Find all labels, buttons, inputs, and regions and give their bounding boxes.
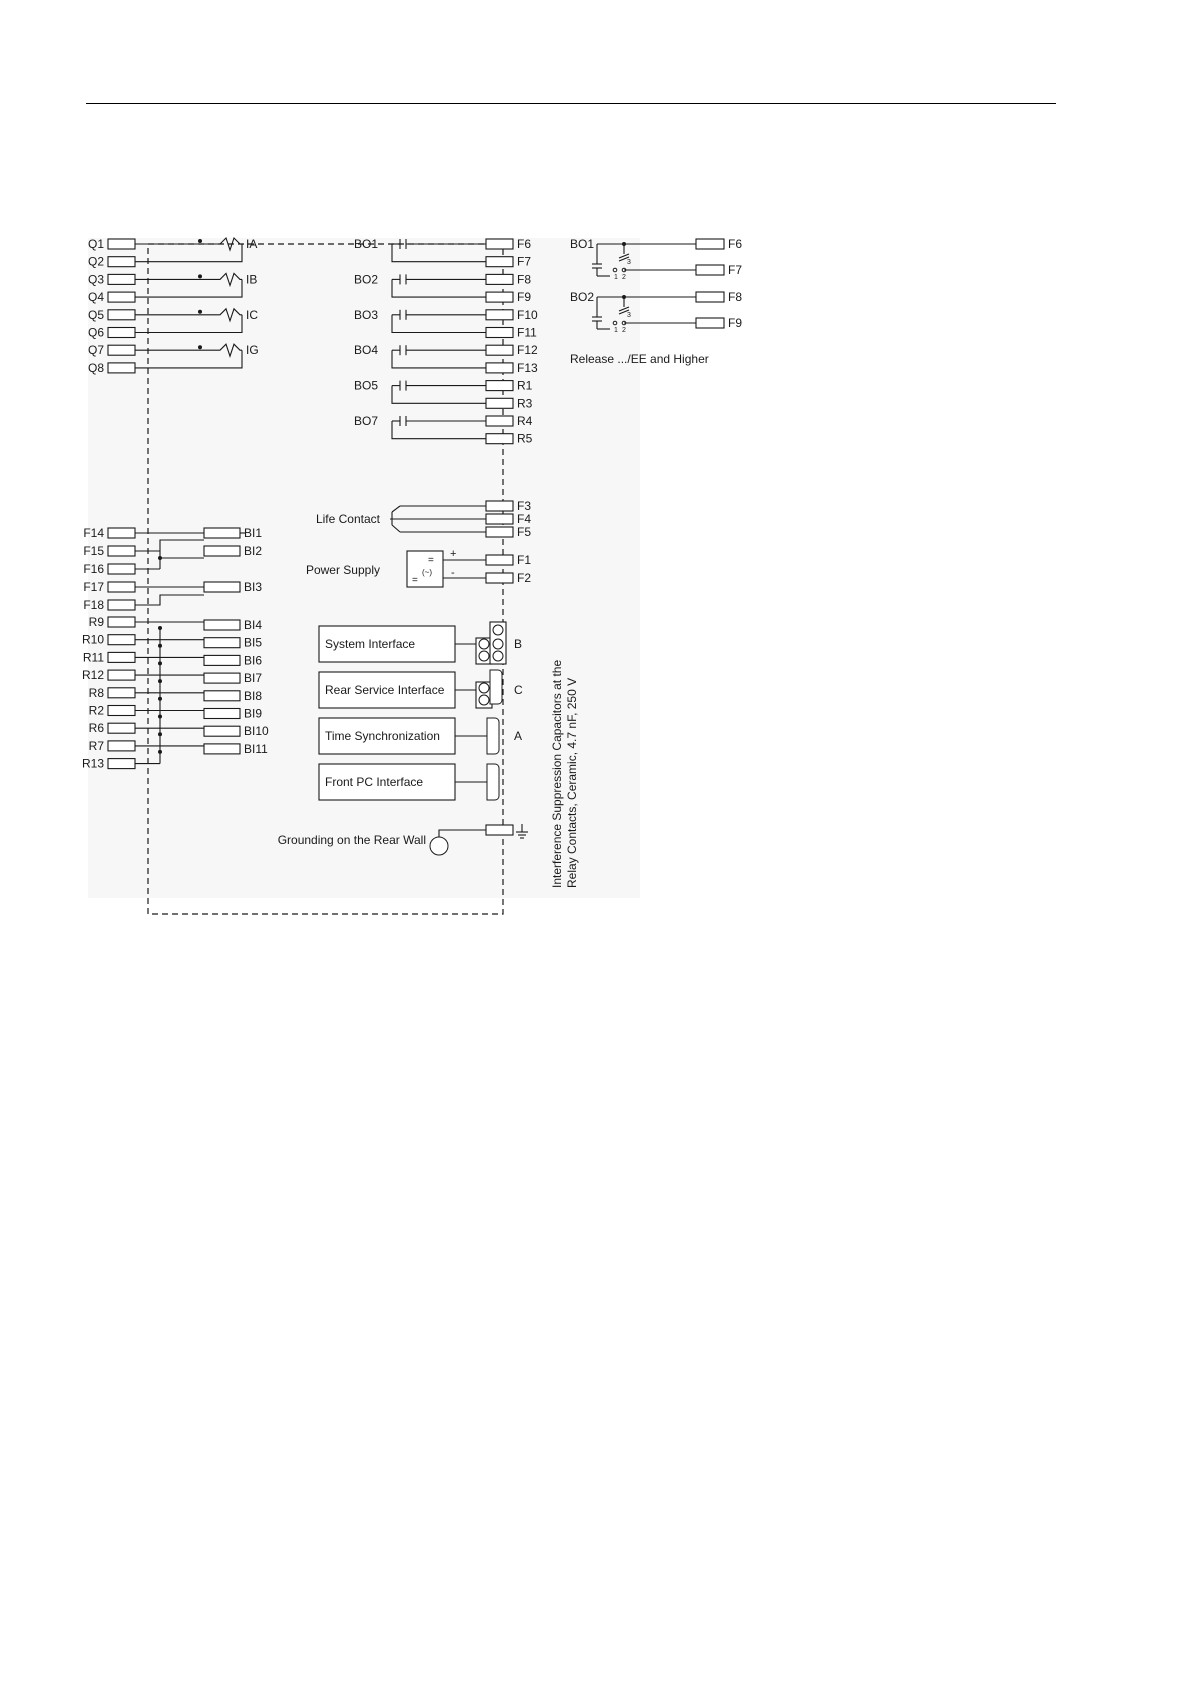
terminal-label: Q3 (87, 272, 104, 287)
terminal-block (108, 670, 135, 680)
terminal-block (108, 274, 135, 284)
binary-input-optocoupler-icon (204, 744, 240, 754)
terminal-block (696, 318, 724, 328)
jumper-pin-number: 3 (627, 312, 631, 319)
polarity-dot (198, 239, 202, 243)
junction-dot (158, 750, 162, 754)
binary-output-label: BO2 (353, 272, 378, 287)
terminal-label: F13 (517, 360, 538, 375)
junction-dot (158, 626, 162, 630)
terminal-block (108, 546, 135, 556)
terminal-block (108, 345, 135, 355)
terminal-label: Q6 (87, 325, 104, 340)
terminal-block (696, 239, 724, 249)
terminal-block (486, 345, 513, 355)
binary-input-label: BI2 (244, 544, 263, 558)
terminal-label: F8 (517, 272, 532, 287)
terminal-block (108, 257, 135, 267)
terminal-label: F16 (83, 562, 104, 576)
jumper-pin-number: 2 (622, 327, 626, 334)
terminal-label: F7 (517, 254, 532, 269)
life-contact-label: Life Contact (315, 512, 380, 526)
binary-input-optocoupler-icon (204, 691, 240, 701)
binary-input-optocoupler-icon (204, 655, 240, 665)
binary-output-label: BO7 (353, 414, 378, 428)
binary-input-optocoupler-icon (204, 709, 240, 719)
terminal-label: Q7 (87, 343, 104, 358)
terminal-block (108, 239, 135, 249)
terminal-block (108, 363, 135, 373)
binary-input-label: BI5 (244, 635, 263, 650)
jumper-pin-number: 3 (627, 259, 631, 266)
terminal-block (486, 292, 513, 302)
current-input-label: IG (246, 343, 259, 358)
terminal-block (486, 239, 513, 249)
junction-dot (158, 679, 162, 683)
terminal-label: Q4 (87, 290, 104, 305)
terminal-label: F6 (728, 237, 743, 251)
connection-diagram-figure (80, 237, 743, 918)
ground-icon (430, 837, 448, 855)
terminal-block (486, 310, 513, 320)
vertical-note-line: Interference Suppression Capacitors at the (550, 659, 564, 888)
release-output-label: BO2 (570, 290, 595, 304)
terminal-label: F1 (517, 553, 532, 567)
terminal-block (108, 528, 135, 538)
terminal-label: F10 (517, 307, 538, 322)
current-input-label: IB (246, 272, 258, 287)
polarity-dot (198, 274, 202, 278)
binary-input-label: BI6 (244, 653, 263, 668)
terminal-label: R2 (88, 703, 104, 718)
port-label: B (514, 637, 523, 651)
terminal-label: F5 (517, 525, 532, 539)
terminal-block (108, 582, 135, 592)
terminal-block (108, 723, 135, 733)
terminal-label: Q8 (87, 360, 104, 375)
terminal-block (696, 292, 724, 302)
terminal-label: R9 (88, 615, 104, 629)
current-input-label: IC (246, 307, 258, 322)
terminal-label: Q1 (87, 237, 104, 251)
converter-symbol: = (412, 575, 418, 586)
connection-diagram (80, 237, 743, 918)
port-label: A (514, 729, 523, 743)
terminal-label: F17 (83, 580, 104, 594)
junction-dot (158, 697, 162, 701)
terminal-label: F6 (517, 237, 532, 251)
junction-dot (158, 715, 162, 719)
terminal-block (108, 688, 135, 698)
binary-output-label: BO3 (353, 307, 378, 322)
terminal-label: R13 (81, 756, 104, 771)
junction-dot (622, 295, 626, 299)
terminal-block (696, 265, 724, 275)
binary-input-label: BI8 (244, 688, 263, 703)
terminal-block (486, 381, 513, 391)
terminal-label: R1 (517, 378, 533, 393)
binary-input-optocoupler-icon (204, 638, 240, 648)
junction-dot (158, 556, 162, 560)
terminal-block (486, 434, 513, 444)
page-header-rule (86, 103, 1056, 104)
terminal-label: F15 (83, 544, 104, 558)
binary-input-label: BI9 (244, 706, 263, 721)
terminal-block (486, 527, 513, 537)
junction-dot (158, 644, 162, 648)
terminal-label: F9 (517, 290, 532, 305)
binary-output-label: BO5 (353, 378, 378, 393)
terminal-label: F18 (83, 598, 104, 612)
terminal-label: R6 (88, 721, 104, 736)
polarity-minus: - (451, 567, 455, 579)
terminal-label: Q5 (87, 307, 104, 322)
terminal-label: R7 (88, 738, 104, 753)
terminal-block (108, 617, 135, 627)
terminal-block (108, 759, 135, 769)
binary-input-optocoupler-icon (204, 673, 240, 683)
binary-input-optocoupler-icon (204, 528, 240, 538)
terminal-block (486, 514, 513, 524)
polarity-dot (198, 310, 202, 314)
binary-input-label: BI3 (244, 580, 263, 594)
binary-input-optocoupler-icon (204, 726, 240, 736)
terminal-block (486, 257, 513, 267)
jumper-pin-number: 1 (614, 327, 618, 334)
polarity-dot (198, 345, 202, 349)
terminal-label: R3 (517, 396, 533, 411)
terminal-block (486, 398, 513, 408)
binary-input-label: BI10 (244, 724, 269, 739)
terminal-block (108, 328, 135, 338)
terminal-label: F9 (728, 316, 743, 330)
terminal-label: Q2 (87, 254, 104, 269)
binary-input-label: BI4 (244, 618, 263, 632)
terminal-block (108, 310, 135, 320)
terminal-block (486, 555, 513, 565)
grounding-label: Grounding on the Rear Wall (277, 833, 426, 847)
terminal-block (486, 363, 513, 373)
terminal-block (486, 573, 513, 583)
terminal-block (486, 328, 513, 338)
binary-output-label: BO1 (353, 237, 378, 251)
terminal-block (486, 825, 513, 835)
release-caption: Release .../EE and Higher (570, 352, 709, 366)
terminal-label: F7 (728, 263, 743, 277)
binary-input-optocoupler-icon (204, 582, 240, 592)
junction-dot (158, 661, 162, 665)
terminal-block (108, 600, 135, 610)
terminal-block (108, 652, 135, 662)
interface-label: Rear Service Interface (325, 683, 445, 697)
jumper-pin-number: 1 (614, 274, 618, 281)
terminal-block (108, 741, 135, 751)
current-input-label: IA (246, 237, 258, 251)
terminal-block (486, 501, 513, 511)
junction-dot (622, 242, 626, 246)
port-label: C (514, 683, 523, 697)
binary-input-label: BI7 (244, 671, 263, 686)
port-connector-icon (490, 670, 502, 704)
terminal-block (108, 564, 135, 574)
polarity-plus: + (450, 548, 457, 560)
terminal-block (108, 706, 135, 716)
terminal-label: F11 (517, 325, 537, 340)
converter-symbol: (~) (422, 568, 432, 577)
terminal-label: F3 (517, 499, 532, 513)
junction-dot (158, 732, 162, 736)
port-connector-icon (487, 764, 499, 800)
release-output-label: BO1 (570, 237, 595, 251)
terminal-block (108, 292, 135, 302)
terminal-label: R8 (88, 685, 104, 700)
interface-label: Front PC Interface (325, 775, 424, 789)
terminal-label: F14 (83, 526, 104, 540)
terminal-block (486, 274, 513, 284)
terminal-block (108, 635, 135, 645)
terminal-label: F4 (517, 512, 532, 526)
converter-symbol: = (428, 555, 434, 566)
terminal-label: F2 (517, 571, 532, 585)
port-connector-icon (490, 622, 506, 664)
terminal-label: R4 (517, 414, 533, 428)
binary-input-label: BI1 (244, 526, 263, 540)
binary-input-label: BI11 (244, 741, 268, 756)
binary-input-optocoupler-icon (204, 546, 240, 556)
interface-label: System Interface (325, 637, 416, 651)
interface-label: Time Synchronization (325, 729, 440, 743)
terminal-label: R10 (81, 632, 104, 647)
terminal-label: R11 (82, 650, 104, 665)
terminal-block (486, 416, 513, 426)
power-supply-label: Power Supply (305, 563, 380, 577)
binary-input-optocoupler-icon (204, 620, 240, 630)
port-connector-icon (487, 718, 499, 754)
vertical-note-line: Relay Contacts, Ceramic, 4.7 nF, 250 V (565, 677, 579, 888)
terminal-label: R5 (517, 431, 533, 446)
jumper-pin-number: 2 (622, 274, 626, 281)
binary-output-label: BO4 (353, 343, 378, 358)
terminal-label: F12 (517, 343, 538, 358)
terminal-label: F8 (728, 290, 743, 304)
terminal-label: R12 (81, 668, 104, 683)
